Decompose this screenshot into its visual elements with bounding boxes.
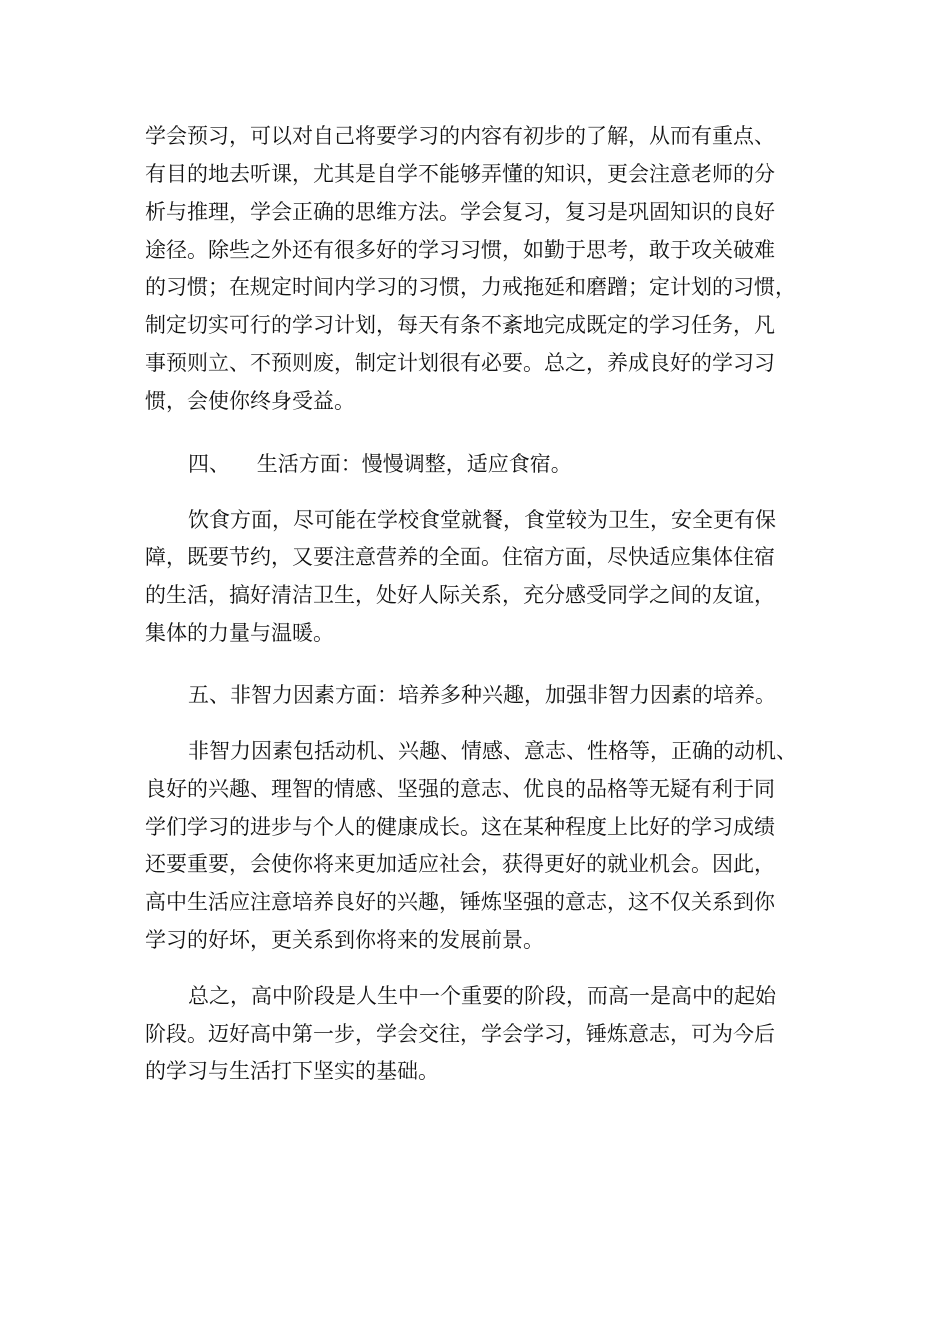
- text-line: 饮食方面，尽可能在学校食堂就餐，食堂较为卫生，安全更有保: [188, 508, 776, 532]
- text-line: 学们学习的进步与个人的健康成长。这在某种程度上比好的学习成绩: [145, 815, 775, 839]
- text-line: 阶段。迈好高中第一步，学会交往，学会学习，锤炼意志，可为今后: [145, 1022, 775, 1046]
- text-line: 途径。除些之外还有很多好的学习习惯，如勤于思考，敢于攻关破难: [145, 238, 775, 262]
- text-line: 学习的好坏，更关系到你将来的发展前景。: [145, 928, 544, 952]
- text-line: 总之，高中阶段是人生中一个重要的阶段，而高一是高中的起始: [188, 984, 776, 1008]
- text-line: 良好的兴趣、理智的情感、坚强的意志、优良的品格等无疑有利于同: [145, 777, 775, 801]
- text-line: 非智力因素包括动机、兴趣、情感、意志、性格等，正确的动机、: [188, 739, 797, 763]
- text-line: 有目的地去听课，尤其是自学不能够弄懂的知识，更会注意老师的分: [145, 162, 775, 186]
- text-line: 的学习与生活打下坚实的基础。: [145, 1059, 439, 1083]
- text-line: 的习惯；在规定时间内学习的习惯，力戒拖延和磨蹭；定计划的习惯，: [145, 275, 796, 299]
- text-line: 事预则立、不预则废，制定计划很有必要。总之，养成良好的学习习: [145, 351, 775, 375]
- text-line: 障，既要节约，又要注意营养的全面。住宿方面，尽快适应集体住宿: [145, 545, 775, 569]
- text-line: 的生活，搞好清洁卫生，处好人际关系，充分感受同学之间的友谊，: [145, 583, 775, 607]
- text-line: 集体的力量与温暖。: [145, 621, 334, 645]
- heading-text: 五、非智力因素方面：培养多种兴趣，加强非智力因素的培养。: [188, 683, 776, 707]
- heading-text: 四、 生活方面：慢慢调整，适应食宿。: [188, 452, 572, 476]
- text-line: 还要重要，会使你将来更加适应社会，获得更好的就业机会。因此，: [145, 852, 775, 876]
- text-line: 制定切实可行的学习计划，每天有条不紊地完成既定的学习任务，凡: [145, 313, 775, 337]
- text-line: 惯，会使你终身受益。: [145, 389, 355, 413]
- text-line: 析与推理，学会正确的思维方法。学会复习，复习是巩固知识的良好: [145, 200, 775, 224]
- text-line: 高中生活应注意培养良好的兴趣，锤炼坚强的意志，这不仅关系到你: [145, 890, 775, 914]
- text-line: 学会预习，可以对自己将要学习的内容有初步的了解，从而有重点、: [145, 124, 775, 148]
